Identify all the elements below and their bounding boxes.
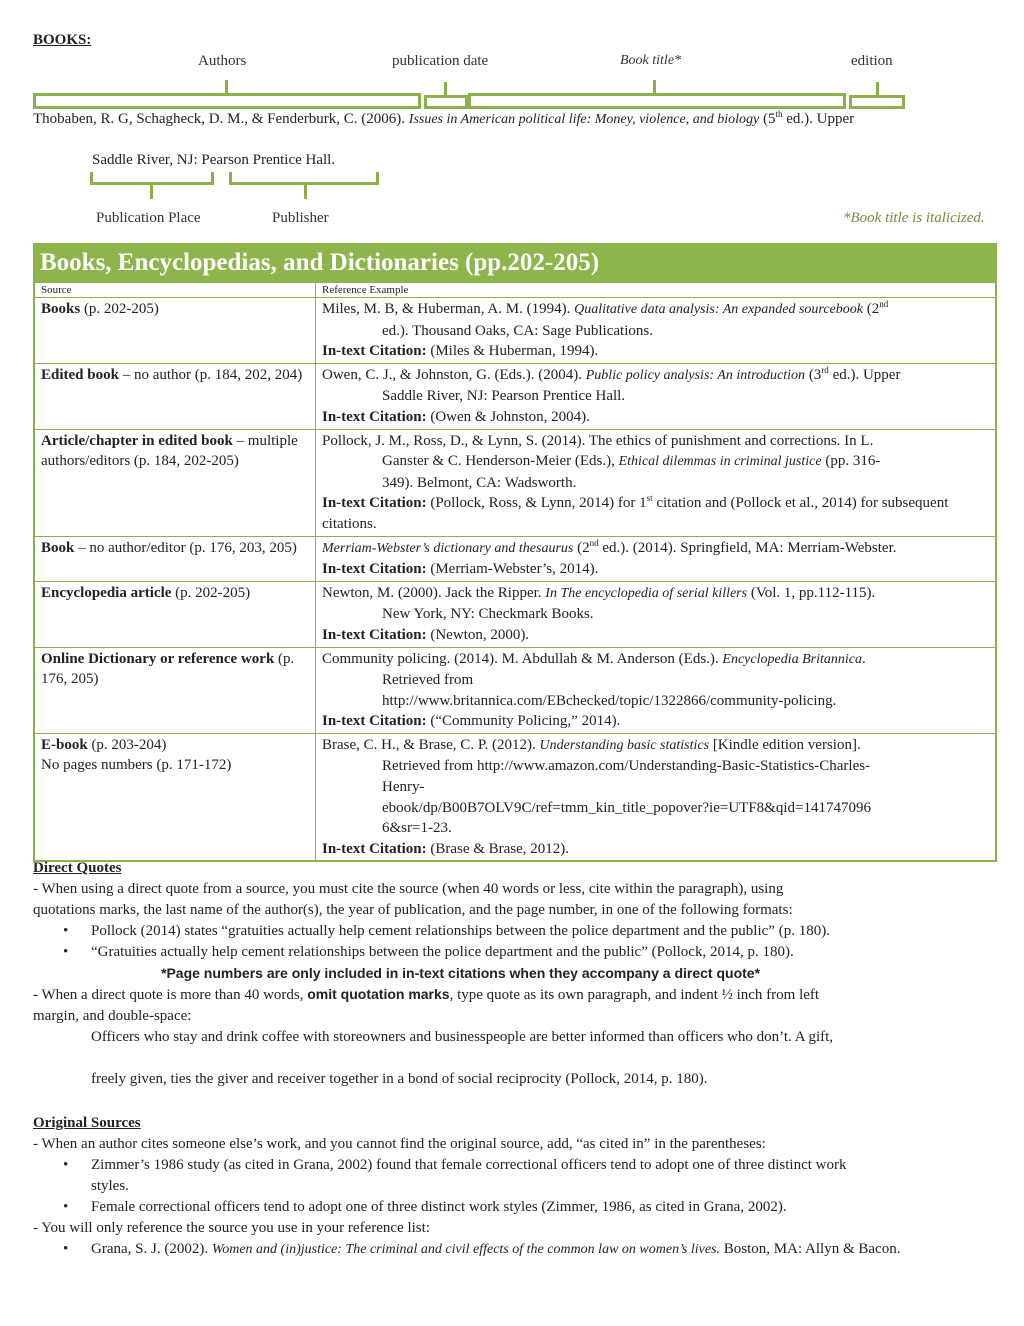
table-row: [35, 733, 996, 861]
list-item: • Female correctional officers tend to adopt one of three distinct work styles (Zimmer, 1986, as cited in Grana, 2002).: [91, 1197, 1003, 1218]
table-header-row: [35, 283, 996, 298]
source-cell: Online Dictionary or reference work (p. 176, 205): [35, 647, 316, 733]
quote-format-list: [33, 921, 1003, 963]
original-sources-title: Original Sources: [33, 1115, 141, 1131]
table-row: [35, 581, 996, 647]
source-cell: Article/chapter in edited book – multiple authors/editors (p. 184, 202-205): [35, 429, 316, 536]
source-cell: E-book (p. 203-204) No pages numbers (p. 171-172): [35, 733, 316, 861]
edition-pointer: [876, 82, 879, 96]
col-reference-header: Reference Example: [316, 283, 996, 298]
label-publication-date: publication date: [392, 53, 489, 69]
example-reference-line1: Thobaben, R. G, Schagheck, D. M., & Fenderburk, C. (2006). Issues in American political life: Money, violence, and biology (5th ed.). Upper: [33, 109, 855, 127]
table-title: Books, Encyclopedias, and Dictionaries (pp.202-205): [34, 244, 996, 282]
date-pointer: [444, 82, 447, 96]
italic-note: *Book title is italicized.: [843, 210, 985, 226]
paragraph: quotations marks, the last name of the author(s), the year of publication, and the page number, in one of the following formats:: [33, 902, 793, 918]
title-pointer: [653, 80, 656, 94]
reference-cell: Merriam-Webster’s dictionary and thesaurus (2nd ed.). (2014). Springfield, MA: Merriam-Webster. In-text Citation: (Merriam-Webster’s, 2014).: [316, 536, 996, 581]
reference-table: [33, 243, 997, 862]
label-publication-place: Publication Place: [96, 210, 201, 226]
place-bracket: [90, 172, 214, 185]
direct-quotes-section: [33, 858, 1003, 1090]
reference-cell: Community policing. (2014). M. Abdullah & M. Anderson (Eds.). Encyclopedia Britannica. Retrieved from http://www.britannica.com/EBchecked/topic/1322866/community-policing. In-text Citation: (“Community Policing,” 2014).: [316, 647, 996, 733]
list-item: • Pollock (2014) states “gratuities actually help cement relationships between the police department and the public” (p. 180).: [91, 921, 1003, 942]
page-number-note: *Page numbers are only included in in-text citations when they accompany a direct quote*: [161, 965, 761, 981]
paragraph: - When a direct quote is more than 40 words, omit quotation marks, type quote as its own paragraph, and indent ½ inch from left: [33, 986, 820, 1003]
label-edition: edition: [851, 53, 893, 69]
table-row: [35, 536, 996, 581]
edition-bracket: [849, 95, 905, 109]
publisher-pointer: [304, 185, 307, 199]
place-pointer: [150, 185, 153, 199]
direct-quotes-title: Direct Quotes: [33, 860, 122, 876]
label-book-title: Book title*: [620, 53, 682, 68]
paragraph: - You will only reference the source you use in your reference list:: [33, 1220, 430, 1236]
list-item: • Grana, S. J. (2002). Women and (in)justice: The criminal and civil effects of the common law on women’s lives. Boston, MA: Allyn & Bacon.: [91, 1239, 1003, 1260]
table-row: [35, 647, 996, 733]
label-publisher: Publisher: [272, 210, 329, 226]
block-quote-line2: freely given, ties the giver and receiver together in a bond of social reciprocity (Pollock, 2014, p. 180).: [91, 1071, 708, 1087]
title-bracket: [468, 93, 846, 109]
reference-list: [33, 1239, 1003, 1260]
reference-cell: Miles, M. B, & Huberman, A. M. (1994). Qualitative data analysis: An expanded sourcebook (2nd ed.). Thousand Oaks, CA: Sage Publications. In-text Citation: (Miles & Huberman, 1994).: [316, 298, 996, 364]
label-authors: Authors: [198, 53, 247, 69]
books-heading: BOOKS:: [33, 32, 92, 48]
list-item: • “Gratuities actually help cement relationships between the police department and the public” (Pollock, 2014, p. 180).: [91, 942, 1003, 963]
publisher-bracket: [229, 172, 379, 185]
reference-cell: Owen, C. J., & Johnston, G. (Eds.). (2004). Public policy analysis: An introduction (3rd ed.). Upper Saddle River, NJ: Pearson Prentice Hall. In-text Citation: (Owen & Johnston, 2004).: [316, 363, 996, 429]
paragraph: - When using a direct quote from a source, you must cite the source (when 40 words or less, cite within the paragraph), using: [33, 881, 784, 897]
date-bracket: [424, 95, 468, 109]
authors-pointer: [225, 80, 228, 94]
reference-cell: Brase, C. H., & Brase, C. P. (2012). Understanding basic statistics [Kindle edition version]. Retrieved from http://www.amazon.com/Understanding-Basic-Statistics-Charles- Henry- ebook/dp/B00B7OLV9C/ref=tmm_kin_title_popover?ie=UTF8&qid=141747096 6&sr=1-23. In-text Citation: (Brase & Brase, 2012).: [316, 733, 996, 861]
authors-bracket: [33, 93, 421, 109]
col-source-header: Source: [35, 283, 316, 298]
table-row: [35, 429, 996, 536]
list-item: • Zimmer’s 1986 study (as cited in Grana, 2002) found that female correctional officers tend to adopt one of three distinct work styles.: [91, 1155, 1003, 1197]
reference-cell: Newton, M. (2000). Jack the Ripper. In The encyclopedia of serial killers (Vol. 1, pp.112-115). New York, NY: Checkmark Books. In-text Citation: (Newton, 2000).: [316, 581, 996, 647]
block-quote-line1: Officers who stay and drink coffee with storeowners and businesspeople are better informed than officers who don’t. A gift,: [91, 1029, 834, 1045]
reference-cell: Pollock, J. M., Ross, D., & Lynn, S. (2014). The ethics of punishment and corrections. In L. Ganster & C. Henderson-Meier (Eds.), Ethical dilemmas in criminal justice (pp. 316- 349). Belmont, CA: Wadsworth. In-text Citation: (Pollock, Ross, & Lynn, 2014) for 1st citation and (Pollock et al., 2014) for subsequent citations.: [316, 429, 996, 536]
source-cell: Edited book – no author (p. 184, 202, 204): [35, 363, 316, 429]
paragraph: - When an author cites someone else’s work, and you cannot find the original source, add, “as cited in” in the parentheses:: [33, 1136, 766, 1152]
cited-in-list: [33, 1155, 1003, 1218]
paragraph: margin, and double-space:: [33, 1008, 192, 1024]
source-cell: Book – no author/editor (p. 176, 203, 205): [35, 536, 316, 581]
example-reference-line2: Saddle River, NJ: Pearson Prentice Hall.: [92, 152, 336, 168]
table-row: [35, 363, 996, 429]
original-sources-section: [33, 1113, 1003, 1260]
source-cell: Books (p. 202-205): [35, 298, 316, 364]
table-row: [35, 298, 996, 364]
source-cell: Encyclopedia article (p. 202-205): [35, 581, 316, 647]
